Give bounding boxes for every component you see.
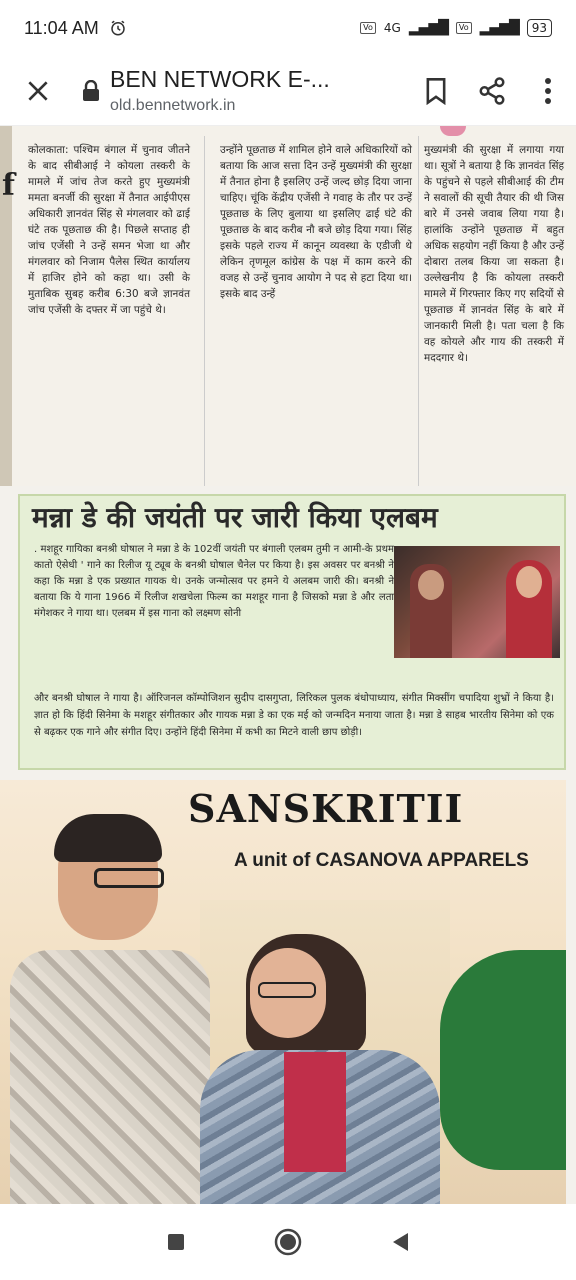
title-area[interactable] [110,66,408,115]
network-type: 4G [383,21,401,35]
epaper-content[interactable] [0,126,576,1204]
close-icon [25,78,51,104]
share-button[interactable] [464,63,520,119]
browser-toolbar [0,56,576,126]
close-button[interactable] [8,61,68,121]
signal-icon-2: ▂▄▆█ [479,20,519,36]
status-left [24,18,127,39]
album-body-bottom: और बनश्री घोषाल ने गाया है। ऑरिजनल कॉम्पोजिशन सुदीप दासगुप्ता, लिरिकल पुलक बंधोपाध्याय, संगीत मिक्सींग चपादिया शुभ्रों ने किया है। ज्ञात हो कि हिंदी सिनेमा के मशहूर संगीतकार और गायक मन्ना डे का एक मई को जन्मदिन मनाया जाता है। मन्ना डे साहब भारतीय सिनेमा को एक से बढ़कर एक गाने और संगीत दिए। उन्होंने हिंदी सिनेमा में कभी का मिटने वाली छाप छोड़ी। [34,693,554,738]
ad-background-tree [440,950,566,1170]
battery-icon: 93 [527,19,552,37]
ad-brand: SANSKRITII [188,786,464,831]
status-right [360,19,552,37]
home-icon [273,1227,303,1257]
article-column-1: कोलकाता: पश्चिम बंगाल में चुनाव जीतने के बाद सीबीआई ने कोयला तस्करी के मामले में जांच तेज करते हुए मुख्यमंत्री ममता बनर्जी की सुरक्षा में तैनात आईपीएस अधिकारी ज्ञानवंत सिंह से मंगलवार को ढाई घंटे तक पूछताछ की है। पिछले सप्ताह ही जांच एजेंसी ने उन्हें समन भेजा था और मंगलवार को निजाम पैलेस स्थित कार्यालय में हाजिर होने को कहा था। उसी के मुताबिक सुबह करीब 6:30 बजे ज्ञानवंत जांच एजेंसी के दफ्तर में जा पहुंचे थे। [28,144,190,316]
back-icon [390,1231,410,1253]
more-options-button[interactable] [520,63,576,119]
ad-model-female [200,940,440,1204]
signal-icon: ▂▄▆█ [408,20,448,36]
adjacent-column-fragment: f [2,168,15,203]
decorative-mark [440,126,466,136]
article-column-3: मुख्यमंत्री की सुरक्षा में लगाया गया था। सूत्रों ने बताया है कि ज्ञानवंत सिंह के पहुंचने से पहले सीबीआई की टीम ने सवालों की सूची तैयार की थी जिस बारे में उनसे जवाब लिया गया है। हालांकि उन्होंने पूछताछ में बहुत अधिक सहयोग नहीं किया है और उन्हें दोबारा तलब किया जा सकता है। उल्लेखनीय है कि कोयला तस्करी मामले में गिरफ्तार किए गए सदियों से पूछताछ में ज्ञानवंत सिंह के बारे में जानकारी मिली है। पता चला है कि वह कोयले और गाय की तस्करी में मददगार थे। [424,144,565,364]
share-icon [477,76,507,106]
bookmark-button[interactable] [408,63,464,119]
alarm-icon [109,19,127,37]
back-button[interactable] [380,1222,420,1262]
recents-icon [166,1232,186,1252]
ad-tagline: A unit of CASANOVA APPARELS [234,850,529,871]
page-title: BEN NETWORK E-... [110,66,330,92]
more-vert-icon [544,77,552,105]
advertisement [0,780,566,1204]
home-button[interactable] [268,1222,308,1262]
album-headline: मन्ना डे की जयंती पर जारी किया एलबम [32,501,438,534]
status-bar [0,0,576,56]
article-column-2: उन्होंने पूछताछ में शामिल होने वाले अधिकारियों को बताया कि आज सत्ता दिन उन्हें मुख्यमंत्री की सुरक्षा में तैनात होना है इसलिए उन्हें जल्द छोड़ दिया जाना चाहिए। चूंकि केंद्रीय एजेंसी ने गवाह के तौर पर उन्हें पूछताछ के लिए बुलाया था इसलिए ढाई घंटे की पूछताछ के बाद करीब नौ बजे छोड़ दिया गया। सिंह इसके पहले राज्य में कानून व्यवस्था के एडीजी थे लेकिन तृणमूल कांग्रेस के पक्ष में काम करने की वजह से उन्हें चुनाव आयोग ने पद से हटा दिया था। इसके बाद उन्हें [220,144,412,300]
lock-icon [82,80,100,102]
photo-person-female [506,560,552,658]
status-time: 11:04 AM [24,17,99,38]
column-divider [418,136,419,486]
album-photo [394,546,560,658]
volte-icon: Vo [360,22,376,34]
news-article [0,126,576,486]
page-url: old.bennetwork.in [110,97,236,114]
photo-person-male [410,564,452,658]
album-body-top: . मशहूर गायिका बनश्री घोषाल ने मन्ना डे के 102वीं जयंती पर बंगाली एलबम तुमी न आमी-के प्रथम कातो ऐसेधी ' गाने का रिलीज यू ट्यूब के बनश्री घोषाल चैनेल पर किया है। इस अवसर पर बनश्री ने कहा कि मन्ना डे एक प्रख्यात गायक थे। उनके जन्मोत्सव पर हमने ये अलबम जारी की। बनश्री ने बताया कि ये गाना 1966 में रिलीज शखचेला फिल्म का मशहूर गाना है जिसको मन्ना डे और लता मंगेशकर ने गाया था। एलबम में इस गाना को लक्ष्मण सोनी [34,544,394,619]
recents-button[interactable] [156,1222,196,1262]
bookmark-icon [424,77,448,105]
volte-icon-2: Vo [456,22,472,34]
album-news-box [18,494,566,770]
system-navigation-bar [0,1204,576,1280]
ad-model-male [10,820,210,1204]
column-divider [204,136,205,486]
